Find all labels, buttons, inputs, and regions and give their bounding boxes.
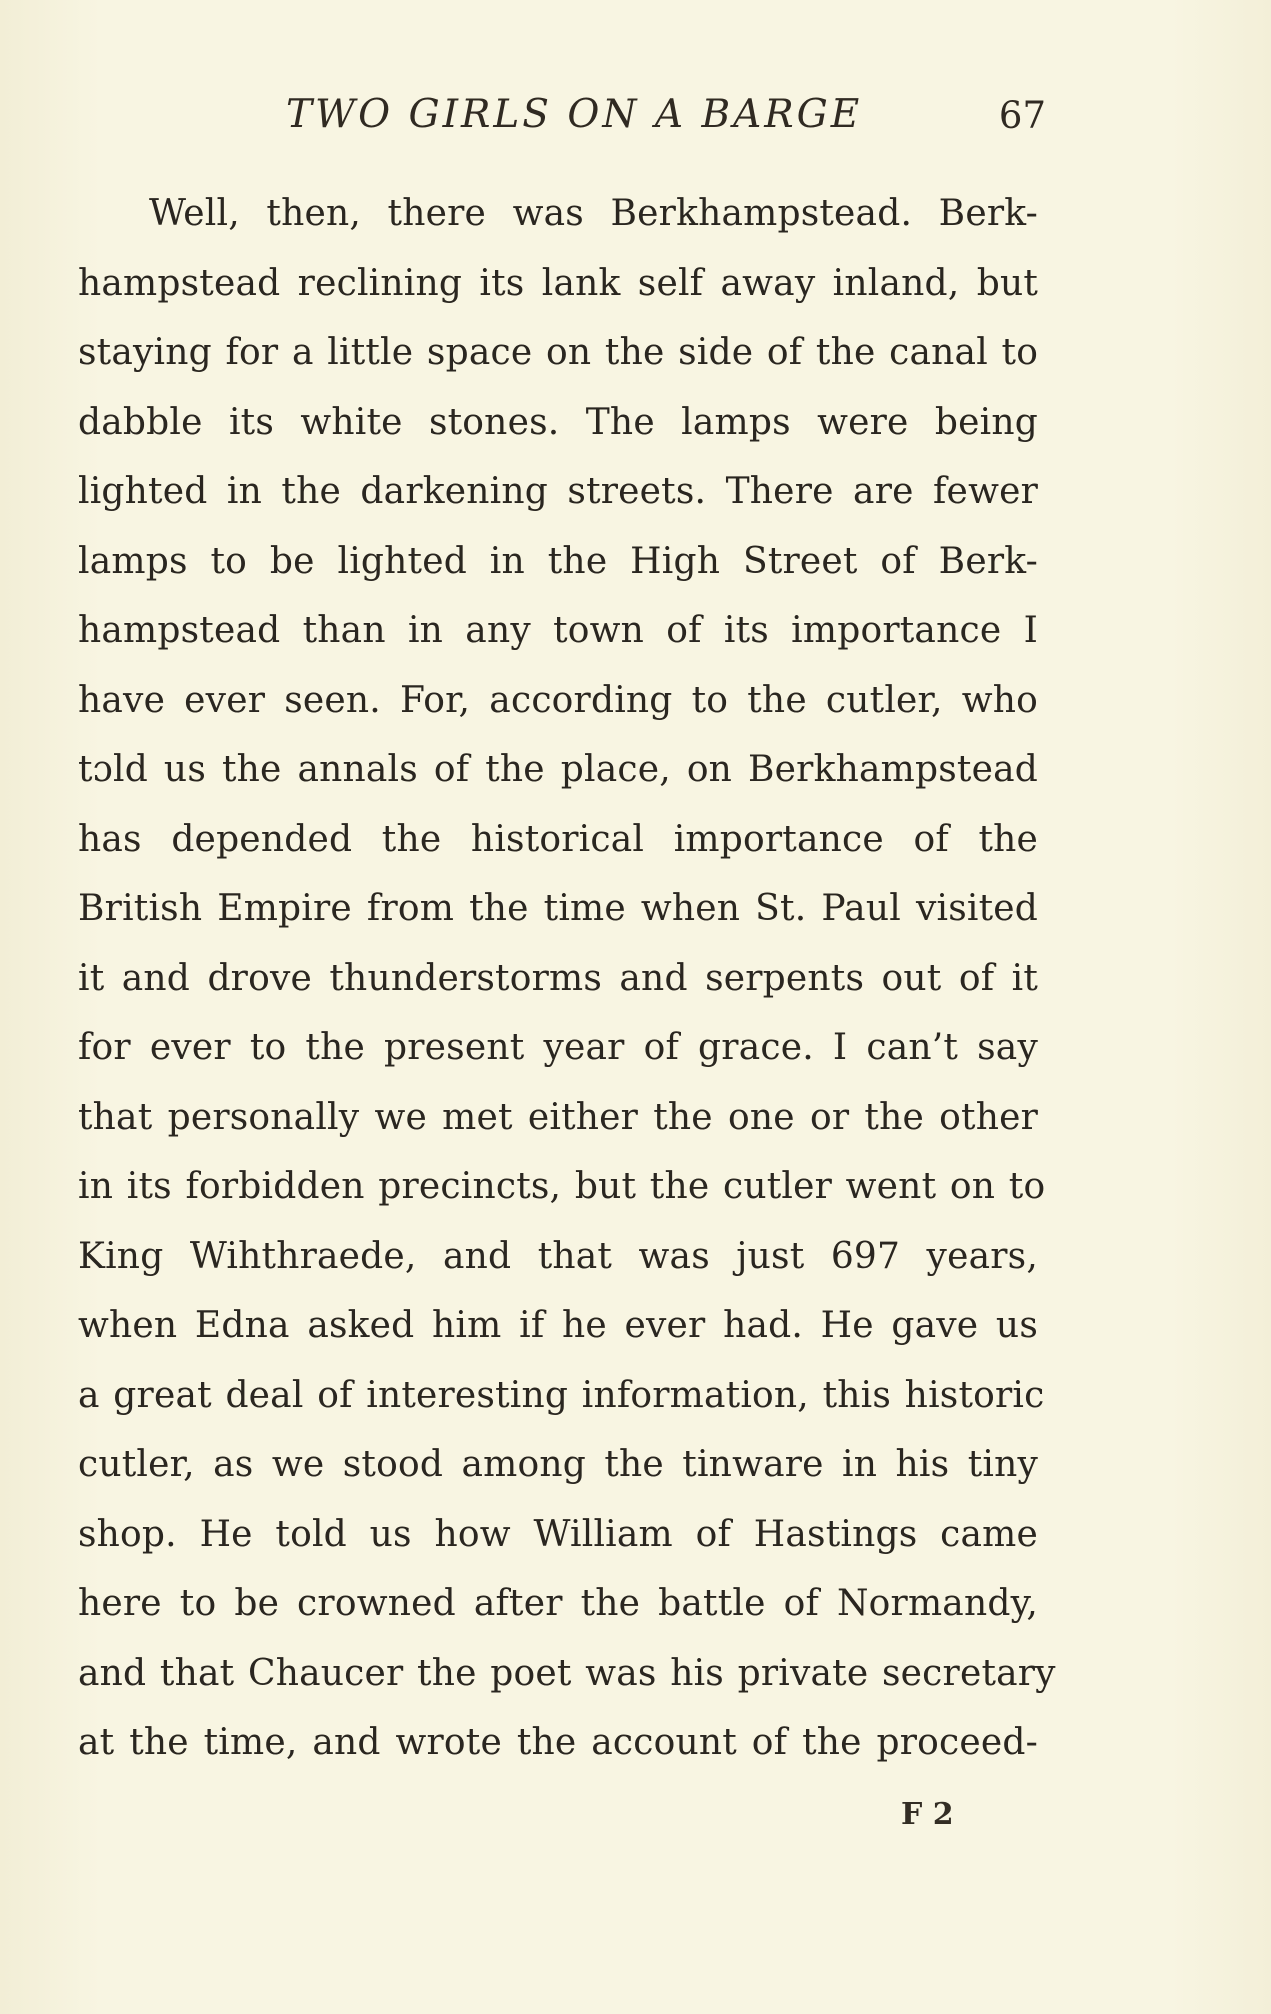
running-head bbox=[78, 92, 1046, 144]
text-line: when Edna asked him if he ever had. He gave us bbox=[78, 1305, 1038, 1346]
text-line: a great deal of interesting information, this historic bbox=[78, 1374, 1045, 1416]
text-line: it and drove thunderstorms and serpents out of it bbox=[78, 957, 1038, 999]
text-line: in its forbidden precincts, but the cutler went on to bbox=[78, 1166, 1046, 1207]
text-line: dabble its white stones. The lamps were being bbox=[78, 401, 1038, 443]
text-line: lighted in the darkening streets. There are fewer bbox=[78, 471, 1038, 512]
text-line: British Empire from the time when St. Paul visited bbox=[78, 888, 1038, 929]
text-line: Well, then, there was Berkhampstead. Berk- bbox=[149, 193, 1038, 234]
text-line: here to be crowned after the battle of Normandy, bbox=[78, 1583, 1038, 1624]
text-line: at the time, and wrote the account of the proceed- bbox=[78, 1722, 1038, 1763]
text-line: staying for a little space on the side of the canal to bbox=[78, 332, 1039, 373]
body-text bbox=[78, 179, 1056, 1778]
text-line: has depended the historical importance of the bbox=[78, 818, 1038, 860]
text-line: hampstead reclining its lank self away inland, but bbox=[78, 262, 1038, 304]
page-number: 67 bbox=[998, 94, 1046, 137]
text-line: lamps to be lighted in the High Street of Berk- bbox=[78, 540, 1038, 582]
text-line: hampstead than in any town of its importance I bbox=[78, 610, 1038, 651]
text-line: that personally we met either the one or the other bbox=[78, 1096, 1038, 1138]
text-line: have ever seen. For, according to the cutler, who bbox=[78, 679, 1038, 721]
text-line: tɔld us the annals of the place, on Berkhampstead bbox=[78, 749, 1038, 790]
text-line: cutler, as we stood among the tinware in his tiny bbox=[78, 1444, 1038, 1485]
running-title: TWO GIRLS ON A BARGE bbox=[286, 92, 863, 137]
text-line: King Wihthraede, and that was just 697 years, bbox=[78, 1235, 1038, 1277]
text-line: and that Chaucer the poet was his private secretary bbox=[78, 1652, 1056, 1694]
signature-mark: F 2 bbox=[901, 1797, 954, 1832]
text-line: for ever to the present year of grace. I can’t say bbox=[78, 1027, 1038, 1068]
text-line: shop. He told us how William of Hastings came bbox=[78, 1513, 1038, 1555]
